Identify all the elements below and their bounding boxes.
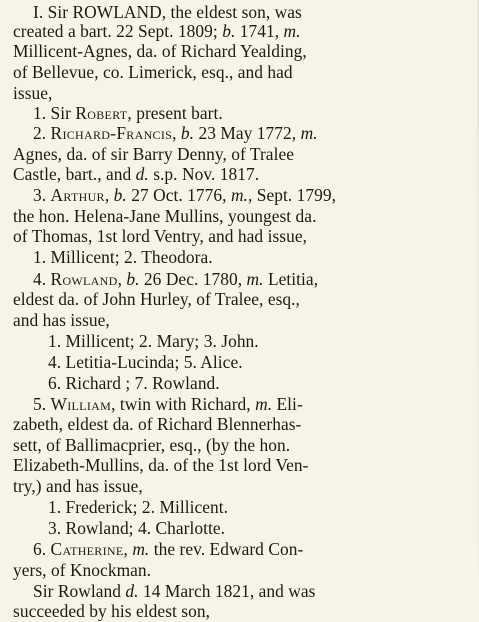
text-line xyxy=(48,372,473,394)
abbreviation-italic: b. xyxy=(180,123,195,143)
text-line xyxy=(13,225,473,247)
text-segment: ROWLAND xyxy=(72,2,162,22)
text-segment: succeeded by his eldest son, xyxy=(13,601,210,621)
text-segment: 5. xyxy=(33,394,51,414)
text-segment: , xyxy=(104,185,114,205)
text-segment: Millicent-Agnes, da. of Richard Yealding, xyxy=(13,41,307,61)
abbreviation-italic: b. xyxy=(126,269,140,289)
text-segment: 4. xyxy=(33,269,51,289)
abbreviation-italic: m. xyxy=(132,539,150,559)
text-line xyxy=(13,559,473,581)
text-segment: 3. Rowland; 4. Charlotte. xyxy=(48,518,226,538)
abbreviation-italic: m. xyxy=(246,269,264,289)
text-segment: , xyxy=(117,269,127,289)
abbreviation-italic: m. xyxy=(300,123,318,143)
text-line xyxy=(48,517,473,539)
text-segment: of Bellevue, co. Limerick, esq., and had xyxy=(13,62,293,82)
abbreviation-italic: m. xyxy=(255,394,273,414)
text-segment: , present bart. xyxy=(127,103,223,123)
abbreviation-italic: b. xyxy=(222,21,236,41)
text-line xyxy=(13,413,473,435)
text-segment: 3. xyxy=(33,185,51,205)
text-segment: yers, of Knockman. xyxy=(13,560,152,580)
abbreviation-italic: d. xyxy=(135,164,149,184)
text-segment: eldest da. of John Hurley, of Tralee, esq., xyxy=(13,289,300,309)
text-line xyxy=(33,268,473,290)
text-line xyxy=(33,580,473,602)
abbreviation-italic: m. xyxy=(283,21,301,41)
text-segment: 14 March 1821, and was xyxy=(138,581,316,601)
text-line xyxy=(13,163,473,185)
text-line xyxy=(13,40,473,62)
name-small-caps: Catherine xyxy=(50,539,124,559)
text-segment: Elizabeth-Mullins, da. of the 1st lord Ven- xyxy=(13,455,309,475)
text-segment: 1. Sir xyxy=(33,103,76,123)
text-line xyxy=(48,496,473,518)
text-segment: 4. Letitia-Lucinda; 5. Alice. xyxy=(48,352,243,372)
text-segment: 6. Richard ; 7. Rowland. xyxy=(48,373,220,393)
text-segment: created a bart. 22 Sept. 1809; xyxy=(13,21,223,41)
text-line xyxy=(33,102,473,124)
abbreviation-italic: b. xyxy=(113,185,127,205)
text-line xyxy=(13,454,473,476)
text-segment: 1. Frederick; 2. Millicent. xyxy=(48,497,229,517)
text-segment: , Sept. 1799, xyxy=(247,185,337,205)
text-line xyxy=(13,434,473,456)
text-segment: Castle, bart., and xyxy=(13,164,136,184)
text-segment: Agnes, da. of sir Barry Denny, of Tralee xyxy=(13,144,294,164)
text-segment: 1741, xyxy=(235,21,284,41)
text-line xyxy=(33,538,473,560)
text-segment: , twin with Richard, xyxy=(111,394,256,414)
name-small-caps: Rowland xyxy=(50,269,118,289)
text-line xyxy=(33,246,473,268)
text-segment: I. Sir xyxy=(33,2,73,22)
text-segment: 27 Oct. 1776, xyxy=(126,185,231,205)
text-line xyxy=(33,184,473,206)
text-segment: 23 May 1772, xyxy=(194,123,301,143)
text-segment: try,) and has issue, xyxy=(13,476,143,496)
text-line xyxy=(48,330,473,352)
text-segment: the rev. Edward Con- xyxy=(149,539,304,559)
name-small-caps: Richard-Francis xyxy=(50,123,173,143)
text-segment: 1. Millicent; 2. Theodora. xyxy=(33,247,213,267)
text-line xyxy=(13,20,473,42)
text-line xyxy=(13,205,473,227)
text-line xyxy=(33,122,473,144)
text-segment: Letitia, xyxy=(263,269,319,289)
text-line xyxy=(33,393,473,415)
text-segment: and has issue, xyxy=(13,310,110,330)
text-segment: 2. xyxy=(33,123,51,143)
text-segment: , xyxy=(172,123,181,143)
text-segment: issue, xyxy=(13,83,53,103)
text-line xyxy=(13,600,473,622)
text-segment: Sir Rowland xyxy=(33,581,126,601)
text-segment: 26 Dec. 1780, xyxy=(139,269,247,289)
text-segment: 1. Millicent; 2. Mary; 3. John. xyxy=(48,331,259,351)
text-segment: Eli- xyxy=(272,394,303,414)
text-segment: 6. xyxy=(33,539,51,559)
text-segment: , xyxy=(123,539,133,559)
text-line xyxy=(13,288,473,310)
text-line xyxy=(13,475,473,497)
text-line xyxy=(13,309,473,331)
text-segment: of Thomas, 1st lord Ventry, and had issue, xyxy=(13,226,308,246)
text-segment: the hon. Helena-Jane Mullins, youngest da. xyxy=(13,206,317,226)
text-line xyxy=(13,61,473,83)
abbreviation-italic: d. xyxy=(125,581,139,601)
text-segment: zabeth, eldest da. of Richard Blennerhas- xyxy=(13,414,302,434)
text-segment: , the eldest son, was xyxy=(161,2,302,22)
name-small-caps: Robert xyxy=(75,103,128,123)
name-small-caps: William xyxy=(50,394,112,414)
text-segment: sett, of Ballimacprier, esq., (by the hon. xyxy=(13,435,291,455)
name-small-caps: Arthur xyxy=(50,185,105,205)
text-line xyxy=(13,82,473,104)
text-segment: s.p. Nov. 1817. xyxy=(148,164,260,184)
text-line xyxy=(48,351,473,373)
text-line xyxy=(13,143,473,165)
abbreviation-italic: m. xyxy=(230,185,248,205)
